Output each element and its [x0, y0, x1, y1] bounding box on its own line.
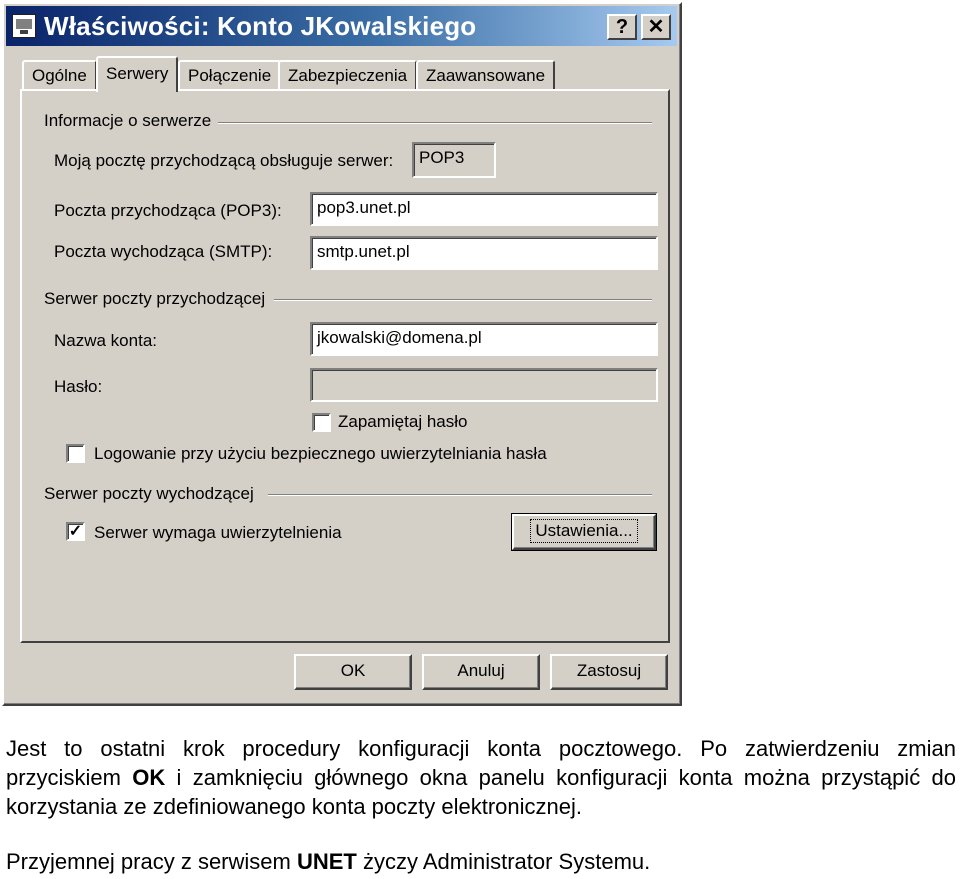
- server-info-group-label: Informacje o serwerze: [44, 111, 212, 130]
- incoming-type-label: Moją pocztę przychodzącą obsługuje serwer:: [54, 151, 394, 170]
- instruction-paragraph: [6, 734, 956, 821]
- account-icon: [12, 14, 36, 38]
- password-label: Hasło:: [54, 377, 103, 396]
- ok-button[interactable]: OK: [294, 654, 412, 690]
- properties-dialog: [2, 2, 682, 706]
- smtp-label: Poczta wychodząca (SMTP):: [54, 242, 273, 261]
- spa-login-checkbox[interactable]: [66, 444, 85, 463]
- closing-text-1: Przyjemnej pracy z serwisem: [6, 849, 297, 874]
- pop3-input[interactable]: pop3.unet.pl: [310, 192, 658, 226]
- close-button[interactable]: ✕: [641, 14, 671, 40]
- account-name-input[interactable]: jkowalski@domena.pl: [310, 322, 658, 356]
- spa-login-label[interactable]: Logowanie przy użyciu bezpiecznego uwierzytelniania hasła: [94, 444, 547, 463]
- remember-password-checkbox[interactable]: [312, 413, 331, 432]
- smtp-auth-checkbox[interactable]: ✓: [66, 522, 85, 541]
- cancel-button[interactable]: Anuluj: [422, 654, 540, 690]
- help-button[interactable]: ?: [607, 14, 637, 40]
- password-input[interactable]: [310, 368, 658, 402]
- apply-button[interactable]: Zastosuj: [550, 654, 668, 690]
- smtp-input[interactable]: smtp.unet.pl: [310, 236, 658, 270]
- tab-security[interactable]: Zabezpieczenia: [278, 60, 417, 90]
- closing-text-2: życzy Administrator Systemu.: [356, 849, 651, 874]
- tab-servers[interactable]: Serwery: [96, 56, 178, 92]
- para-text-1: Jest to ostatni krok procedury konfiguracji konta pocztowego. Po zatwierdzeniu zmian przyciskiem: [6, 736, 956, 790]
- tab-connection[interactable]: Połączenie: [178, 60, 281, 90]
- settings-button[interactable]: [512, 514, 656, 550]
- incoming-type-value: POP3: [412, 142, 496, 178]
- title-bar[interactable]: [6, 6, 677, 46]
- para-text-2: i zamknięciu głównego okna panelu konfiguracji konta można przystąpić do korzystania ze zdefiniowanego konta poczty elektronicznej.: [6, 765, 956, 819]
- incoming-group-label: Serwer poczty przychodzącej: [44, 289, 266, 308]
- group-divider: [268, 494, 652, 496]
- window-title: Właściwości: Konto JKowalskiego: [44, 10, 477, 41]
- remember-password-label[interactable]: Zapamiętaj hasło: [338, 412, 468, 431]
- tab-advanced[interactable]: Zaawansowane: [416, 60, 555, 90]
- closing-line: [6, 849, 650, 875]
- group-divider: [274, 299, 652, 301]
- smtp-auth-label[interactable]: Serwer wymaga uwierzytelnienia: [94, 523, 342, 542]
- outgoing-group-label: Serwer poczty wychodzącej: [44, 484, 254, 503]
- tab-general[interactable]: Ogólne: [22, 60, 97, 90]
- closing-unet-bold: UNET: [296, 849, 357, 874]
- group-divider: [218, 122, 652, 124]
- pop3-label: Poczta przychodząca (POP3):: [54, 201, 282, 220]
- account-name-label: Nazwa konta:: [54, 331, 157, 350]
- servers-panel: [20, 89, 670, 643]
- para-ok-bold: OK: [132, 765, 166, 790]
- settings-button-label: Ustawienia...: [530, 519, 637, 543]
